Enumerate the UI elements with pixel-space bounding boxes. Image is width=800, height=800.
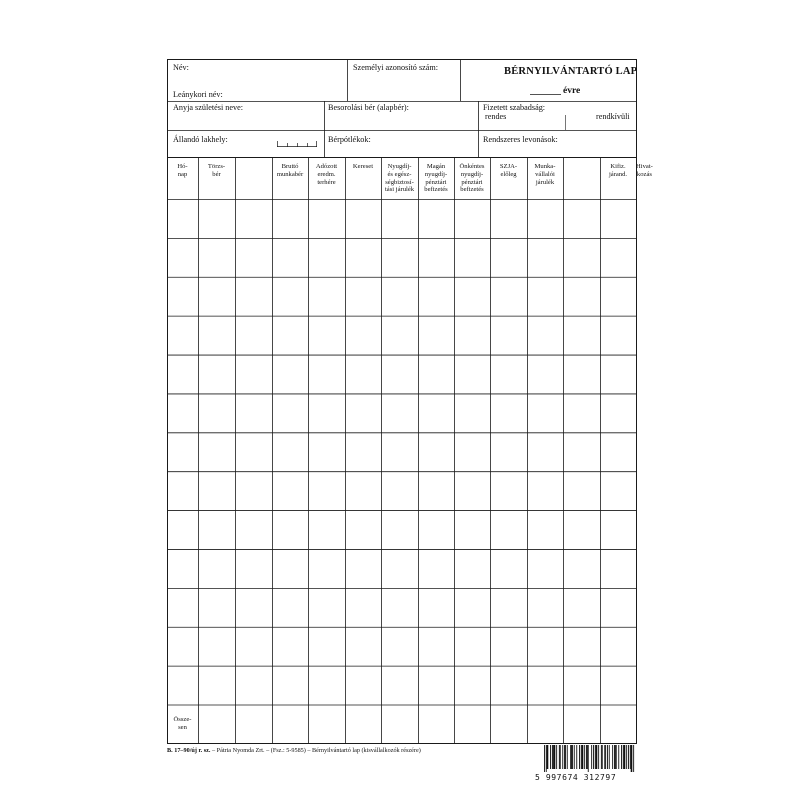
barcode-bar [552,745,553,769]
printer-info: – Pátria Nyomda Zrt. – (Fsz.: 5-9585) – Bérnyilvántartó lap (kisvállalkozók részére) [210,747,421,754]
barcode-bar [559,745,560,769]
barcode-bar [593,745,594,769]
column-header: Hó- nap [177,163,188,178]
column-header: Magán nyugdíj- pénztári befizetés [424,163,448,194]
barcode-bar [609,745,610,769]
column-header: Hivat- kozás [636,163,653,178]
column-dividers [199,158,601,744]
barcode-bar [605,745,606,769]
barcode-bar [571,745,572,769]
barcode-bar [618,745,619,769]
barcode-bar [631,745,633,772]
barcode-bar [570,745,571,769]
deductions-label: Rendszeres levonások: [483,135,558,144]
barcode-bar [581,745,582,769]
barcode-bar [623,745,624,769]
barcode-bar [547,745,549,769]
regular-leave-label: rendes [485,112,507,121]
column-header: SZJA- előleg [499,163,518,178]
form-code: B. 17–90/új r. sz. [167,747,211,754]
barcode-bar [633,745,634,772]
barcode-bar [614,745,615,769]
column-header: Munka- vállalói járulék [534,163,556,186]
barcode-bar [624,745,626,769]
base-salary-label: Besorolási bér (alapbér): [328,103,409,112]
barcode-bar [556,745,557,769]
barcode-bar [601,745,602,769]
barcode-bar [588,745,589,772]
barcode-bar [554,745,556,769]
barcode-bar [546,745,547,772]
row-dividers [167,238,637,705]
barcode-bar [553,745,554,769]
barcode-bar [591,745,592,769]
barcode-bar [544,745,545,772]
barcode-bar [567,745,568,769]
column-header: Kifiz. járand. [608,163,628,178]
barcode-bar [598,745,599,769]
barcode [544,745,636,773]
extra-leave-label: rendkívüli [596,112,630,121]
barcode-bar [595,745,596,769]
barcode-number: 5 997674 312797 [535,773,617,782]
barcode-bar [584,745,585,769]
barcode-bar [587,745,588,769]
mother-name-label: Anyja születési neve: [173,103,244,112]
barcode-bar [621,745,622,769]
allowances-label: Bérpótlékok: [328,135,371,144]
barcode-bar [572,745,573,769]
barcode-bar [626,745,627,769]
residence-label: Állandó lakhely: [173,135,228,144]
column-header: Adózott eredm. terhére [315,163,338,186]
maiden-name-label: Leánykori név: [173,90,223,99]
footer-text [167,747,421,754]
column-header: Törzs- bér [207,163,226,178]
barcode-bar [628,745,629,769]
barcode-bar [562,745,563,769]
barcode-bar [564,745,565,769]
paid-leave-label: Fizetett szabadság: [483,103,546,112]
barcode-bar [565,745,566,769]
barcode-bar [616,745,617,769]
barcode-bar [586,745,587,769]
column-header: Nyugdíj- és egész- ségbiztosí- tási járulék [384,163,415,194]
barcode-bar [576,745,577,769]
barcode-bar [615,745,616,769]
barcode-bar [574,745,575,769]
barcode-bar [612,745,613,769]
barcode-bar [630,745,631,769]
form-title: BÉRNYILVÁNTARTÓ LAP [504,66,638,77]
barcode-bar [582,745,584,769]
barcode-bar [602,745,603,769]
name-label: Név: [173,63,189,72]
column-header: Önkéntes nyugdíj- pénztári befizetés [459,163,485,194]
barcode-bar [604,745,605,769]
barcode-bar [560,745,561,769]
column-header: Bruttó munkabér [276,163,304,178]
year-label: évre [563,86,581,96]
barcode-bar [550,745,551,769]
barcode-bar [607,745,608,769]
barcode-bar [579,745,580,769]
column-header: Kereset [352,163,374,170]
total-row-label: Össze- sen [173,716,192,731]
id-number-label: Személyi azonosító szám: [353,63,439,72]
barcode-bar [596,745,598,769]
